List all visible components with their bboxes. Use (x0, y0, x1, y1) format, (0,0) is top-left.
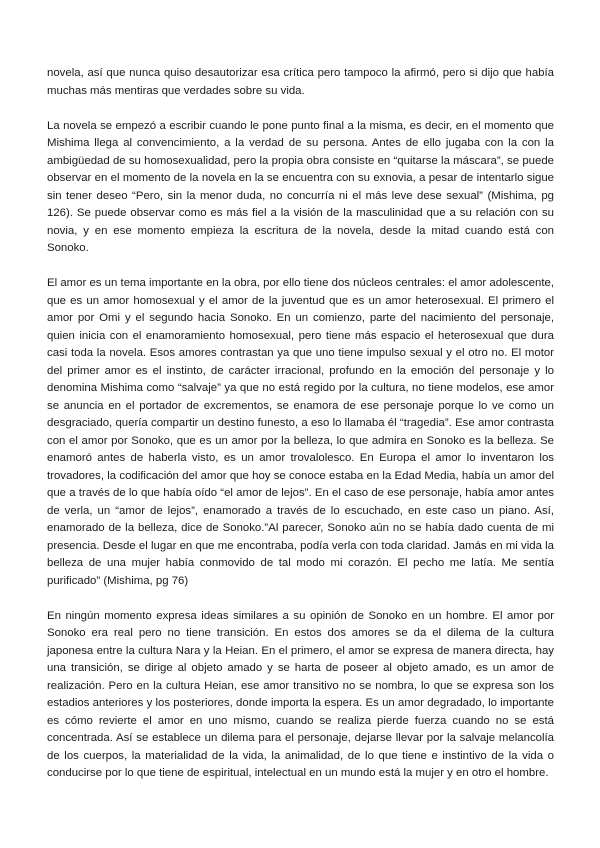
paragraph-1: novela, así que nunca quiso desautorizar esa crítica pero tampoco la afirmó, pero si dijo que había muchas más mentiras que verdades sobre su vida. (47, 67, 554, 97)
document-page (47, 65, 554, 800)
paragraph-3: El amor es un tema importante en la obra, por ello tiene dos núcleos centrales: el amor adolescente, que es un amor homosexual y el amor de la juventud que es un amor heterosexual. El primero el amor por Omi y el segundo hacia Sonoko. En un comienzo, parte del nacimiento del personaje, quien inicia con el enamoramiento homosexual, pero tiene más espacio el heterosexual que dura casi toda la novela. Esos amores contrastan ya que uno tiene impulso sexual y el otro no. El motor del primer amor es el instinto, de carácter irracional, profundo en la emoción del personaje y lo denomina Mishima como “salvaje” ya que no está regido por la cultura, no tiene modelos, ese amor se anuncia en el portador de excrementos, se enamora de ese personaje porque lo ve como un desgraciado, quería compartir un destino funesto, a eso lo llamaba él “tragedia”. Ese amor contrasta con el amor por Sonoko, que es un amor por la belleza, lo que admira en Sonoko es la belleza. Se enamoró antes de haberla visto, es un amor trovalolesco. En Europa el amor lo inventaron los trovadores, la codificación del amor que hoy se conoce estaba en la Edad Media, había un amor del que a través de lo que había oído “el amor de lejos”. En el caso de ese personaje, había amor antes de verla, un “amor de lejos”, enamorado a través de lo escuchado, en este caso un piano. Así, enamorado de la belleza, dice de Sonoko.”Al parecer, Sonoko aún no se había dado cuenta de mi presencia. Desde el lugar en que me encontraba, podía verla con toda claridad. Jamás en mi vida la belleza de una mujer había conmovido de tal modo mi corazón. El pecho me latía. Me sentía purificado” (Mishima, pg 76) (47, 277, 554, 587)
paragraph-4: En ningún momento expresa ideas similares a su opinión de Sonoko en un hombre. El amor por Sonoko era real pero no tiene transición. En estos dos amores se da el dilema de la cultura japonesa entre la cultura Nara y la Heian. En el primero, el amor se expresa de manera directa, hay una transición, se dirige al objeto amado y se harta de poseer al objeto amado, es un amor de realización. Pero en la cultura Heian, ese amor transitivo no se nombra, lo que se expresa son los estadios anteriores y los posteriores, donde importa la espera. Es un amor degradado, lo importante es cómo revierte el amor en uno mismo, cuando se realiza pierde fuerza cuando no se está concentrada. Así se establece un dilema para el personaje, dejarse llevar por la salvaje melancolía de los cuerpos, la materialidad de la vida, la animalidad, de lo que tiene e instintivo de la vida o conducirse por lo que tiene de espiritual, intelectual en un mundo está la mujer y en otro el hombre. (47, 609, 554, 779)
paragraph-2: La novela se empezó a escribir cuando le pone punto final a la misma, es decir, en el momento que Mishima llega al convencimiento, a la verdad de su persona. Antes de ello jugaba con la con la ambigüedad de su homosexualidad, pero la propia obra consiste en “quitarse la máscara”, se puede observar en el momento de la novela en la se encuentra con su exnovia, a pesar de intentarlo sigue sin tener deseo “Pero, sin la menor duda, no concurría ni el más leve dese sexual” (Mishima, pg 126). Se puede observar como es más fiel a la visión de la masculinidad que a su relación con su novia, y en ese momento empieza la escritura de la novela, desde la mitad cuando está con Sonoko. (47, 119, 554, 254)
